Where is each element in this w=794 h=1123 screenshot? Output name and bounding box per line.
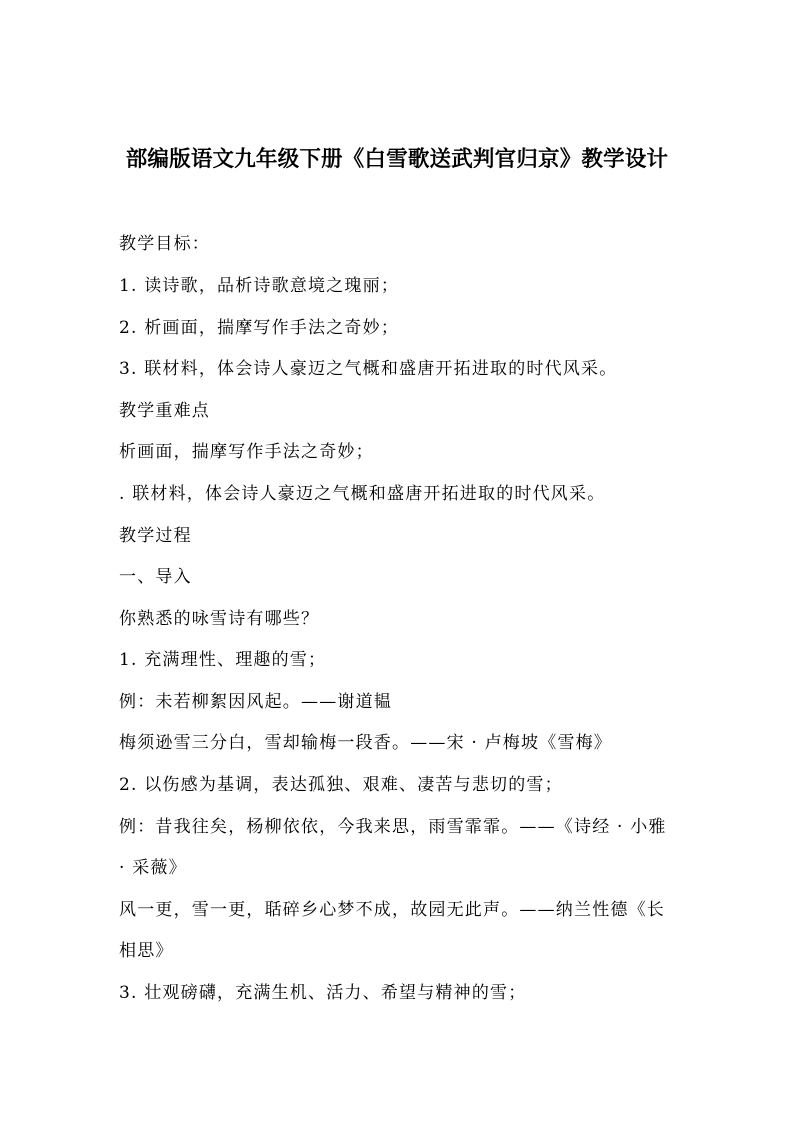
goal-item-3: 3. 联材料，体会诗人豪迈之气概和盛唐开拓进取的时代风采。 <box>119 359 618 379</box>
quote-line-continued: 相思》 <box>119 941 174 961</box>
difficulty-item-2: . 联材料，体会诗人豪迈之气概和盛唐开拓进取的时代风采。 <box>119 484 606 504</box>
difficulty-item-1: 析画面，揣摩写作手法之奇妙； <box>119 442 374 462</box>
goal-item-2: 2. 析画面，揣摩写作手法之奇妙； <box>119 318 400 338</box>
quote-line: 风一更，雪一更，聒碎乡心梦不成，故园无此声。——纳兰性德《长 <box>119 900 665 920</box>
example-line-continued: · 采薇》 <box>119 858 187 878</box>
example-line: 例：昔我往矣，杨柳依依，今我来思，雨雪霏霏。——《诗经 · 小雅 <box>119 817 667 837</box>
heading-teaching-process: 教学过程 <box>119 526 192 546</box>
quote-line: 梅须逊雪三分白，雪却输梅一段香。——宋 · 卢梅坡《雪梅》 <box>119 733 613 753</box>
section-introduction: 一、导入 <box>119 567 192 587</box>
category-item-2: 2. 以伤感为基调，表达孤独、艰难、凄苦与悲切的雪； <box>119 775 563 795</box>
question-line: 你熟悉的咏雪诗有哪些？ <box>119 609 320 629</box>
category-item-3: 3. 壮观磅礴，充满生机、活力、希望与精神的雪； <box>119 983 527 1003</box>
heading-key-difficulties: 教学重难点 <box>119 401 210 421</box>
category-item-1: 1. 充满理性、理趣的雪； <box>119 650 327 670</box>
document-title: 部编版语文九年级下册《白雪歌送武判官归京》教学设计 <box>125 147 669 172</box>
example-line: 例：未若柳絮因风起。——谢道韫 <box>119 692 392 712</box>
heading-teaching-goals: 教学目标： <box>119 234 210 254</box>
goal-item-1: 1. 读诗歌，品析诗歌意境之瑰丽； <box>119 276 400 296</box>
